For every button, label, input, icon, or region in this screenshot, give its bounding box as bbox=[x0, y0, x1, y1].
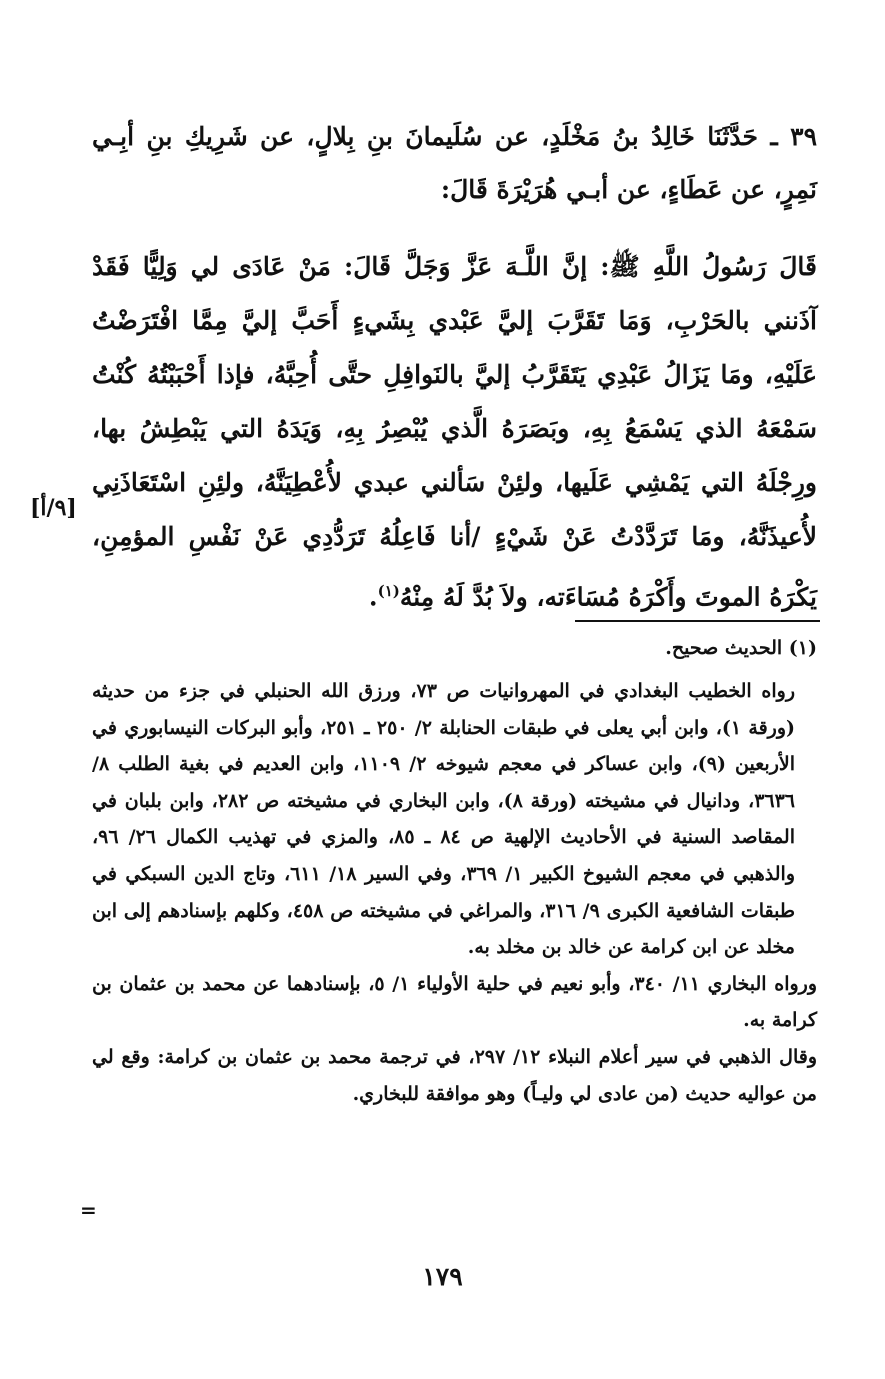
hadith-matn bbox=[92, 240, 817, 624]
footnote-paragraph: وقال الذهبي في سير أعلام النبلاء ١٢/ ٢٩٧، في ترجمة محمد بن عثمان بن كرامة: وقع لي من عواليه حديث (من عادى لي وليـاً) وهو موافقة للبخاري. bbox=[92, 1045, 818, 1105]
footnote-reference[interactable]: (١) bbox=[377, 582, 400, 600]
hadith-number: ٣٩ bbox=[790, 122, 817, 151]
footnote-paragraph: ورواه البخاري ١١/ ٣٤٠، وأبو نعيم في حلية الأولياء ١/ ٥، بإسنادهما عن محمد بن عثمان بن كرامة به. bbox=[92, 972, 818, 1032]
footnote-label: (١) الحديث صحيح. bbox=[665, 637, 817, 659]
footnote-paragraph: رواه الخطيب البغدادي في المهروانيات ص ٧٣، ورزق الله الحنبلي في جزء من حديثه (ورقة ١)، وابن أبي يعلى في طبقات الحنابلة ٢/ ٢٥٠ ـ ٢٥١، وأبو البركات النيسابوري في الأربعين (٩)، وابن عساكر في معجم شيوخه ٢/ ١١٠٩، وابن العديم في بغية الطلب ٨/ ٣٦٣٦، ودانيال في مشيخته (ورقة ٨)، وابن البخاري في مشيخته ص ٢٨٢، وابن بلبان في المقاصد السنية في الأحاديث الإلهية ص ٨٤ ـ ٨٥، والمزي في تهذيب الكمال ٢٦/ ٩٦، والذهبي في معجم الشيوخ الكبير ١/ ٣٦٩، وفي السير ١٨/ ٦١١، وتاج الدين السبكي في طبقات الشافعية الكبرى ٩/ ٣١٦، والمراغي في مشيخته ص ٤٥٨، وكلهم بإسنادهم إلى ابن مخلد عن ابن كرامة عن خالد بن مخلد به. bbox=[92, 680, 796, 959]
continuation-mark: = bbox=[80, 1198, 97, 1222]
footnote-divider bbox=[575, 620, 820, 622]
hadith-end-mark: . bbox=[368, 582, 378, 612]
hadith-isnad-text: ـ حَدَّثَنَا خَالِدُ بنُ مَخْلَدٍ، عن سُلَيمانَ بنِ بِلالٍ، عن شَرِيكِ بنِ أبِـي نَمِرٍ، عن عَطَاءٍ، عن أبـي هُرَيْرَةَ قَالَ: bbox=[92, 122, 817, 204]
hadith-matn-text: قَالَ رَسُولُ اللَّهِ ﷺ: إنَّ اللَّـهَ عَزَّ وَجَلَّ قَالَ: مَنْ عَادَى لي وَلِيًّا فَقَدْ آذَنني بالحَرْبِ، وَمَا تَقَرَّبَ إليَّ عَبْدي بِشَيءٍ أَحَبَّ إليَّ مِمَّا افْتَرَضْتُ عَلَيْهِ، ومَا يَزَالُ عَبْدِي يَتَقَرَّبُ إليَّ بالنَوافِلِ حتَّى أُحِبَّهُ، فإذا أَحْبَبْتُهُ كُنْتُ سَمْعَهُ الذي يَسْمَعُ بِهِ، وبَصَرَهُ الَّذي يُبْصِرُ بِهِ، وَيَدَهُ التي يَبْطِشُ بها، ورِجْلَهُ التي يَمْشِي عَلَيها، ولئِنْ سَألني عبدي لأُعْطِيَنَّهُ، ولئِنِ اسْتَعَاذَنِي لأُعيذَنَّهُ، ومَا تَرَدَّدْتُ عَنْ شَيْءٍ /أنا فَاعِلُهُ تَرَدُّدِي عَنْ نَفْسِ المؤمِنِ، يَكْرَهُ الموتَ وأَكْرَهُ مُسَاءَته، ولاَ بُدَّ لَهُ مِنْهُ bbox=[92, 252, 817, 612]
hadith-isnad bbox=[92, 110, 817, 216]
manuscript-folio-mark: [٩/أ] bbox=[30, 495, 77, 521]
footnote-body bbox=[92, 673, 817, 1112]
page-number: ١٧٩ bbox=[422, 1262, 463, 1291]
